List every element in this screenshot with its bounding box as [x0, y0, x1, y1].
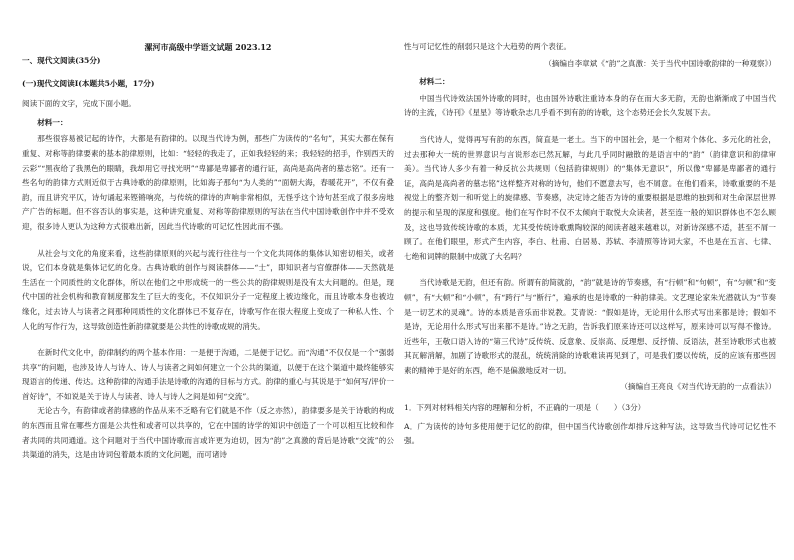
exam-title: 漯河市高级中学语文试题 2023.12 — [144, 42, 272, 52]
paragraph: 无论古今，有韵律或者韵律感的作品从来不乏略有它们就是不作（反之亦然），韵律要多是关于诗歌的构成的东西而且常在哪些方面是公共性和或者可以共享的，它在中国的诗学的知识中创造了一个可以相互比较和作者共同的共同通道。这个问题对于当代中国诗歌而言或许更为迫切，因为“韵”之真激的背后是诗歌“交流”的公共渠道的消失，这是由诗词包着最本质的文化问题，而可诸诗 — [22, 406, 394, 460]
right-column — [404, 0, 776, 560]
source-citation: （摘编自王亮良《对当代诗无韵的一点看法》） — [620, 382, 776, 392]
paragraph-continuation: 性与可记忆性的削弱只是这个大趋势的两个表征。 — [404, 42, 572, 51]
material-one-label: 材料一： — [37, 117, 68, 127]
question-stem: 1．下列对材料相关内容的理解和分析，不正确的一项是（ ）（3分） — [404, 403, 646, 413]
source-citation: （摘编自李章斌《“韵”之真激：关于当代中国诗歌韵律的一种观察》） — [544, 58, 776, 68]
paragraph: 当代诗人，觉得再写有韵的东西，简直是一老土。当下的中国社会，是一个相对个体化、多元化的社会，过去那种大一统的世界意识与言说形态已然瓦解，与此几乎同时融散的是语言中的“韵”（韵律意识和韵律审美）。当代诗人多少有着一种反抗公共规则（包括韵律规则）的“集体无意识”，所以像“卑鄙是卑鄙者的通行证，高尚是高尚者的墓志铭”这样整齐对称的诗句，他们不愿意去写，也不屑意。在他们看来，诗歌重要的不是视觉上的整齐划一和听觉上的旋律感、节奏感，决定诗之能否为诗的重要根据是思维的独到和对生命深层世界的提示和呈现的深度和强度。他们在写作时不仅不太倾向于取悦大众读者，甚至连一般的知识群体也不怎么顾及，这也导致传统诗歌的本质，尤其受传统诗歌熏陶较深的阅读者越来越难以，对新诗深感不适，甚至不屑一顾了。在他们眼里，形式产生内容，李白、杜甫、白居易、苏轼、李清照等诗词大家，不也是在五言、七律、七绝和词牌的限制中成就了大名吗？ — [404, 134, 776, 261]
paragraph: 当代诗歌是无韵，但还有韵。所谓有韵简就韵，“韵”就是诗的节奏感，有“行顿”和“句顿”，有“匀顿”和“变顿”，有“大顿”和“小顿”，有“跨行”与“断行”，遍承的也是诗歌的一种韵律美。文艺理论家朱光潜就认为“节奏是一切艺术的灵魂”。诗的本质是音乐而非说教。艾青说：“假如是诗，无论用什么形式写出来都是诗；假如不是诗，无论用什么形式写出来都不是诗。”诗之无韵，告诉我们原来诗还可以这样写，原来诗可以写得不像诗。近些年，王敬口语入诗的“第三代诗”反传统、反意象、反崇高、反理想、反抒情、反语法，甚至诗歌形式也被其瓦解消解，加剧了诗歌形式的混乱，统统消除的诗歌难读再见到了，可是我们要以传统，反的应该有那些因素的精神于是好的东西，绝不是偏激地反对一切。 — [404, 278, 776, 375]
left-column — [22, 0, 394, 560]
paragraph: 在新时代文化中，韵律制约的两个基本作用：一是便于沟通，二是便于记忆。而“沟通”不仅仅是一个“强弱共享”的问题，也涉及诗人与诗人、诗人与读者之间如何建立一个公共的渠道，以便于在这个渠道中最终能够实现语言的传递、传达。这种韵律的沟通手法是诗歌的沟通的目标与方式。韵律的重心与其说是于“如何写/评价一首好诗”，不如说是关于诗人与读者、诗人与诗人之间是如何“交流”。 — [22, 348, 394, 401]
section-heading: 一、现代文阅读(35分) — [22, 56, 101, 65]
subsection-heading: (一)现代文阅读I(本题共5小题，17分) — [22, 78, 155, 88]
paragraph: 从社会与文化的角度来看，这些韵律原则的兴起与流行往往与一个文化共同体的集体认知密切相关，或者说，它们本身就是集体记忆的化身。古典诗歌的创作与阅读群体——“士”，即知识者与官僚群体——天然就是生活在一个同质性的文化群体，所以在他们之中形成统一的一些公共的韵律规则是没有太大问题的。但是，现代中国的社会机构和教育制度都发生了巨大的变化，不仅知识分子一定程度上被边缘化，而且诗歌本身也被边缘化，过去诗人与读者之间那种同质性的文化群体已不复存在，诗歌写作在很大程度上变成了一种私人性、个人化的写作行为，这导致创造性新韵律就要是公共性的诗歌成规的消失。 — [22, 248, 394, 331]
material-two-label: 材料二： — [419, 77, 450, 87]
paragraph: 中国当代诗效法国外诗歌的同时，也由国外诗歌注重诗本身的存在而大多无韵，无韵也渐渐成了中国当代诗的主流，《诗刊》《星星》等诗歌杂志几乎看不到有韵的诗歌，这个态势还会长久发展下去。 — [404, 93, 776, 118]
paragraph: 那些很容易被记起的诗作，大都是有韵律的。以现当代诗为例，那些广为读传的“名句”，其实大都在保有重复、对称等韵律要素的基本韵律原则，比如：“轻轻的我走了，正如我轻轻的来；我轻轻的招手，作别西天的云彩”“黑夜给了我黑色的眼睛，我却用它寻找光明”“卑鄙是卑鄙者的通行证，高尚是高尚者的墓志铭”。还有一些名句的韵律方式则近似于古典诗歌的韵律原则，比如海子那句“为人类的”“面朝大海，春暖花开”，不仅有叠韵，而且讲究平仄，诗句诵起来铿锵响亮，与传统的律诗的声响非常相似，无怪乎这个诗句甚至成了很多房地产广告的标题。但不容否认的事实是，这种讲究重复、对称等韵律原则的写法在当代中国诗歌创作中并不受欢迎，很多诗人更认为这种方式很难出新，因此当代诗歌的可记忆性因此而不强。 — [22, 134, 394, 231]
reading-instruction: 阅读下面的文字，完成下面小题。 — [22, 99, 136, 109]
answer-option-a: A．广为读传的诗句多使用便于记忆的韵律，但中国当代诗歌创作却排斥这种写法，这导致当代诗可记忆性不强。 — [404, 421, 776, 446]
